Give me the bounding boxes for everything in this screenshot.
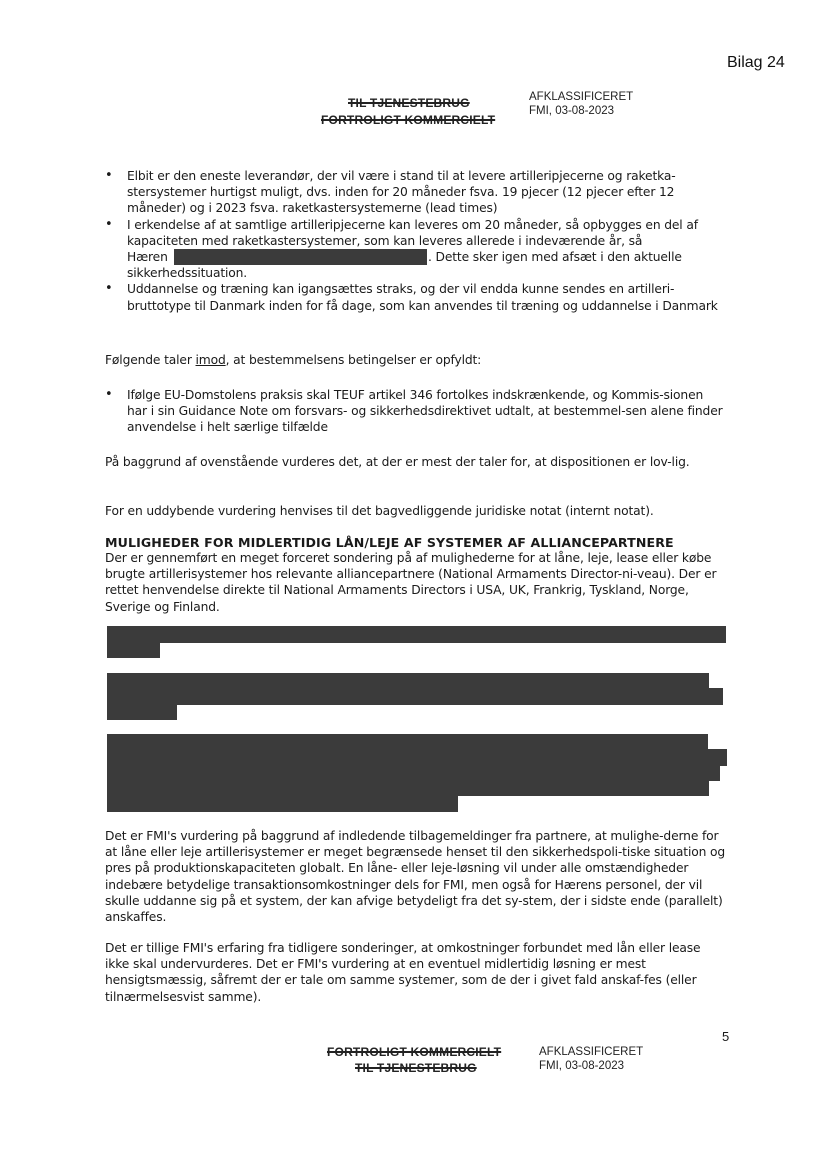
conclusion-paragraph: På baggrund af ovenstående vurderes det, at der er mest der taler for, at dispositionen er lov-lig. xyxy=(105,455,690,469)
against-intro xyxy=(105,352,723,368)
footer-declassified-stamp xyxy=(539,1045,643,1073)
header-classification-2: FORTROLIGT KOMMERCIELT xyxy=(321,113,496,127)
footer-classification-2: TIL TJENESTEBRUG xyxy=(355,1061,477,1075)
against-post: , at bestemmelsens betingelser er opfyldt: xyxy=(225,353,482,367)
redaction-bar xyxy=(107,641,160,658)
bullets-for-block xyxy=(105,168,723,314)
stamp-line-1: AFKLASSIFICERET xyxy=(529,91,634,103)
section-intro-paragraph: Der er gennemført en meget forceret sondering på af mulighederne for at låne, leje, lease eller købe brugte artillerisystemer hos relevante alliancepartnere (National Armaments Director-ni-veau). Der er rettet henvendelse direkte til National Armaments Directors i USA, UK, Frankrig, Tyskland, Norge, Sverige og Finland. xyxy=(105,551,717,614)
against-underlined: imod xyxy=(195,353,226,367)
experience-paragraph: Det er tillige FMI's erfaring fra tidligere sonderinger, at omkostninger forbundet med lån eller lease ikke skal undervurderes. Det er FMI's vurdering at en eventuel midlertidig løsning er mest hensigtsmæssig, såfremt der er tale om samme systemer, som de der i givet fald anskaf-fes (eller tilnærmelsesvist samme). xyxy=(105,941,701,1004)
header-classification-1: TIL TJENESTEBRUG xyxy=(348,96,470,110)
redaction-bar xyxy=(107,703,177,720)
bullet-item: • Elbit er den eneste leverandør, der vil være i stand til at levere artilleripjecerne og raketka-stersystemer hurtigst muligt, dvs. inden for 20 måneder fsva. 19 pjecer (12 pjecer efter 12 måneder) og i 2023 fsva. raketkastersystemerne (lead times) xyxy=(105,168,723,217)
bullets-against-list xyxy=(105,387,723,436)
reference-paragraph: For en uddybende vurdering henvises til det bagvedliggende juridiske notat (internt notat). xyxy=(105,504,654,518)
section-heading: MULIGHEDER FOR MIDLERTIDIG LÅN/LEJE AF SYSTEMER AF ALLIANCEPARTNERE xyxy=(105,535,674,550)
footer-classification-1: FORTROLIGT KOMMERCIELT xyxy=(327,1045,502,1059)
redaction-bar xyxy=(107,795,458,812)
redaction-bar xyxy=(174,249,427,265)
page-number: 5 xyxy=(722,1029,730,1044)
page-label: Bilag 24 xyxy=(727,54,785,71)
stamp-line-2: FMI, 03-08-2023 xyxy=(539,1060,625,1072)
bullet-redacted-line xyxy=(127,249,723,265)
bullet-item: • Ifølge EU-Domstolens praksis skal TEUF artikel 346 fortolkes indskrænkende, og Kommis-sionen har i sin Guidance Note om forsvars- og sikkerhedsdirektivet udtalt, at bestemmel-sen alene finder anvendelse i helt særlige tilfælde xyxy=(105,387,723,436)
against-pre: Følgende taler xyxy=(105,353,196,367)
redaction-bar xyxy=(107,626,726,643)
bullets-against-block xyxy=(105,387,723,436)
redaction-bar xyxy=(107,779,709,796)
bullets-for-list xyxy=(105,168,723,314)
bullet-item xyxy=(105,217,723,282)
bullet-text: I erkendelse af at samtlige artilleripjecerne kan leveres om 20 måneder, så opbygges en del af kapaciteten med raketkastersystemer, som kan leveres allerede i indeværende år, så xyxy=(127,217,698,248)
assessment-paragraph: Det er FMI's vurdering på baggrund af indledende tilbagemeldinger fra partnere, at mulighe-derne for at låne eller leje artillerisystemer er meget begrænsede henset til den sikkerhedspoli-tiske situation og pres på produktionskapaciteten globalt. En låne- eller leje-løsning vil under alle omstændigheder indebære betydelige transaktionsomkostninger dels for FMI, men også for Hærens personel, der vil skulle uddanne sig på et system, der kan afvige betydeligt fra det sy-stem, der i sidste ende (parallelt) anskaffes. xyxy=(105,829,726,925)
bullet-item: • Uddannelse og træning kan igangsættes straks, og der vil endda kunne sendes en artilleri-bruttotype til Danmark inden for få dage, som kan anvendes til træning og uddannelse i Danmark xyxy=(105,281,723,313)
bullet-word: Hæren xyxy=(127,250,168,265)
header-declassified-stamp xyxy=(529,90,633,118)
stamp-line-2: FMI, 03-08-2023 xyxy=(529,105,615,117)
bullet-text-last: sikkerhedssituation. xyxy=(127,266,248,281)
redaction-bar xyxy=(107,688,723,705)
stamp-line-1: AFKLASSIFICERET xyxy=(539,1046,644,1058)
bullet-text-after: . Dette sker igen med afsæt i den aktuelle xyxy=(428,250,682,265)
